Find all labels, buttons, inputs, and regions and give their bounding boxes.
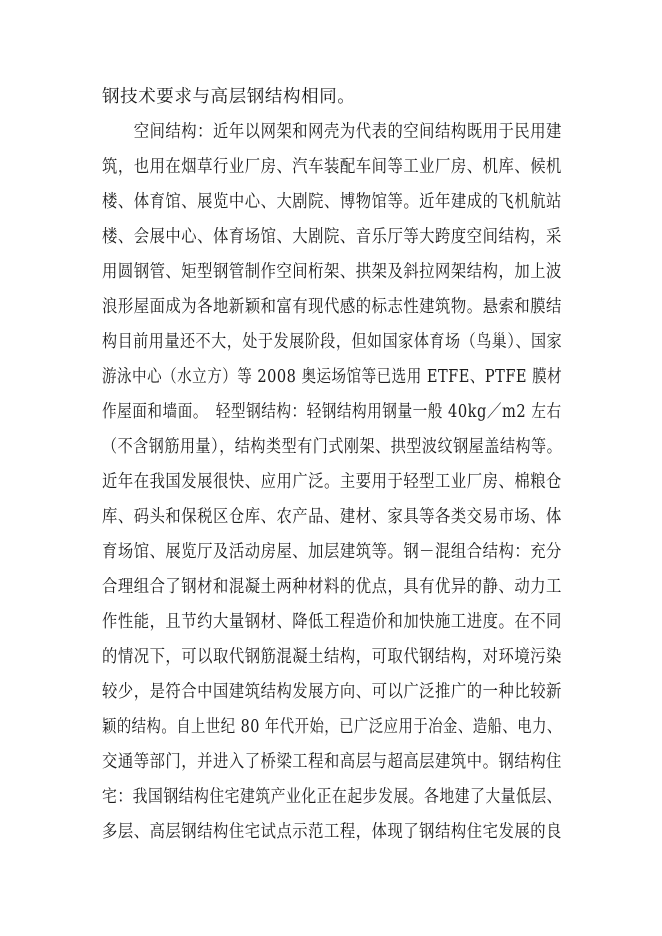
text-line: 楼、体育馆、展览中心、大剧院、博物馆等。近年建成的飞机航站 — [102, 192, 562, 212]
text-line: 作屋面和墙面。 轻型钢结构：轻钢结构用钢量一般 40kg／m2 左右 — [102, 402, 562, 422]
text-line: 的情况下，可以取代钢筋混凝土结构，可取代钢结构，对环境污染 — [102, 647, 562, 667]
text-line: 空间结构：近年以网架和网壳为代表的空间结构既用于民用建 — [102, 122, 562, 142]
text-line: 宅：我国钢结构住宅建筑产业化正在起步发展。各地建了大量低层、 — [102, 787, 562, 807]
text-line: 浪形屋面成为各地新颖和富有现代感的标志性建筑物。悬索和膜结 — [102, 297, 562, 317]
text-line: 作性能，且节约大量钢材、降低工程造价和加快施工进度。在不同 — [102, 612, 562, 632]
text-line: 钢技术要求与高层钢结构相同。 — [102, 87, 356, 107]
text-line: 构目前用量还不大，处于发展阶段，但如国家体育场（鸟巢）、国家 — [102, 332, 563, 352]
text-line: （不含钢筋用量），结构类型有门式刚架、拱型波纹钢屋盖结构等。 — [102, 437, 563, 457]
text-line: 较少，是符合中国建筑结构发展方向、可以广泛推广的一种比较新 — [102, 682, 562, 702]
text-line: 近年在我国发展很快、应用广泛。主要用于轻型工业厂房、棉粮仓 — [102, 472, 562, 492]
text-line: 合理组合了钢材和混凝土两种材料的优点，具有优异的静、动力工 — [102, 577, 562, 597]
text-line: 楼、会展中心、体育场馆、大剧院、音乐厅等大跨度空间结构，采 — [102, 227, 562, 247]
text-line: 游泳中心（水立方）等 2008 奥运场馆等已选用 ETFE、PTFE 膜材 — [102, 367, 563, 387]
text-line: 育场馆、展览厅及活动房屋、加层建筑等。钢－混组合结构：充分 — [102, 542, 562, 562]
text-line: 颖的结构。自上世纪 80 年代开始，已广泛应用于冶金、造船、电力、 — [102, 717, 562, 737]
text-line: 库、码头和保税区仓库、农产品、建材、家具等各类交易市场、体 — [102, 507, 562, 527]
text-line: 筑，也用在烟草行业厂房、汽车装配车间等工业厂房、机库、候机 — [102, 157, 562, 177]
text-line: 多层、高层钢结构住宅试点示范工程，体现了钢结构住宅发展的良 — [102, 822, 562, 842]
text-line: 用圆钢管、矩型钢管制作空间桁架、拱架及斜拉网架结构，加上波 — [102, 262, 562, 282]
text-line: 交通等部门，并进入了桥梁工程和高层与超高层建筑中。钢结构住 — [102, 752, 562, 772]
